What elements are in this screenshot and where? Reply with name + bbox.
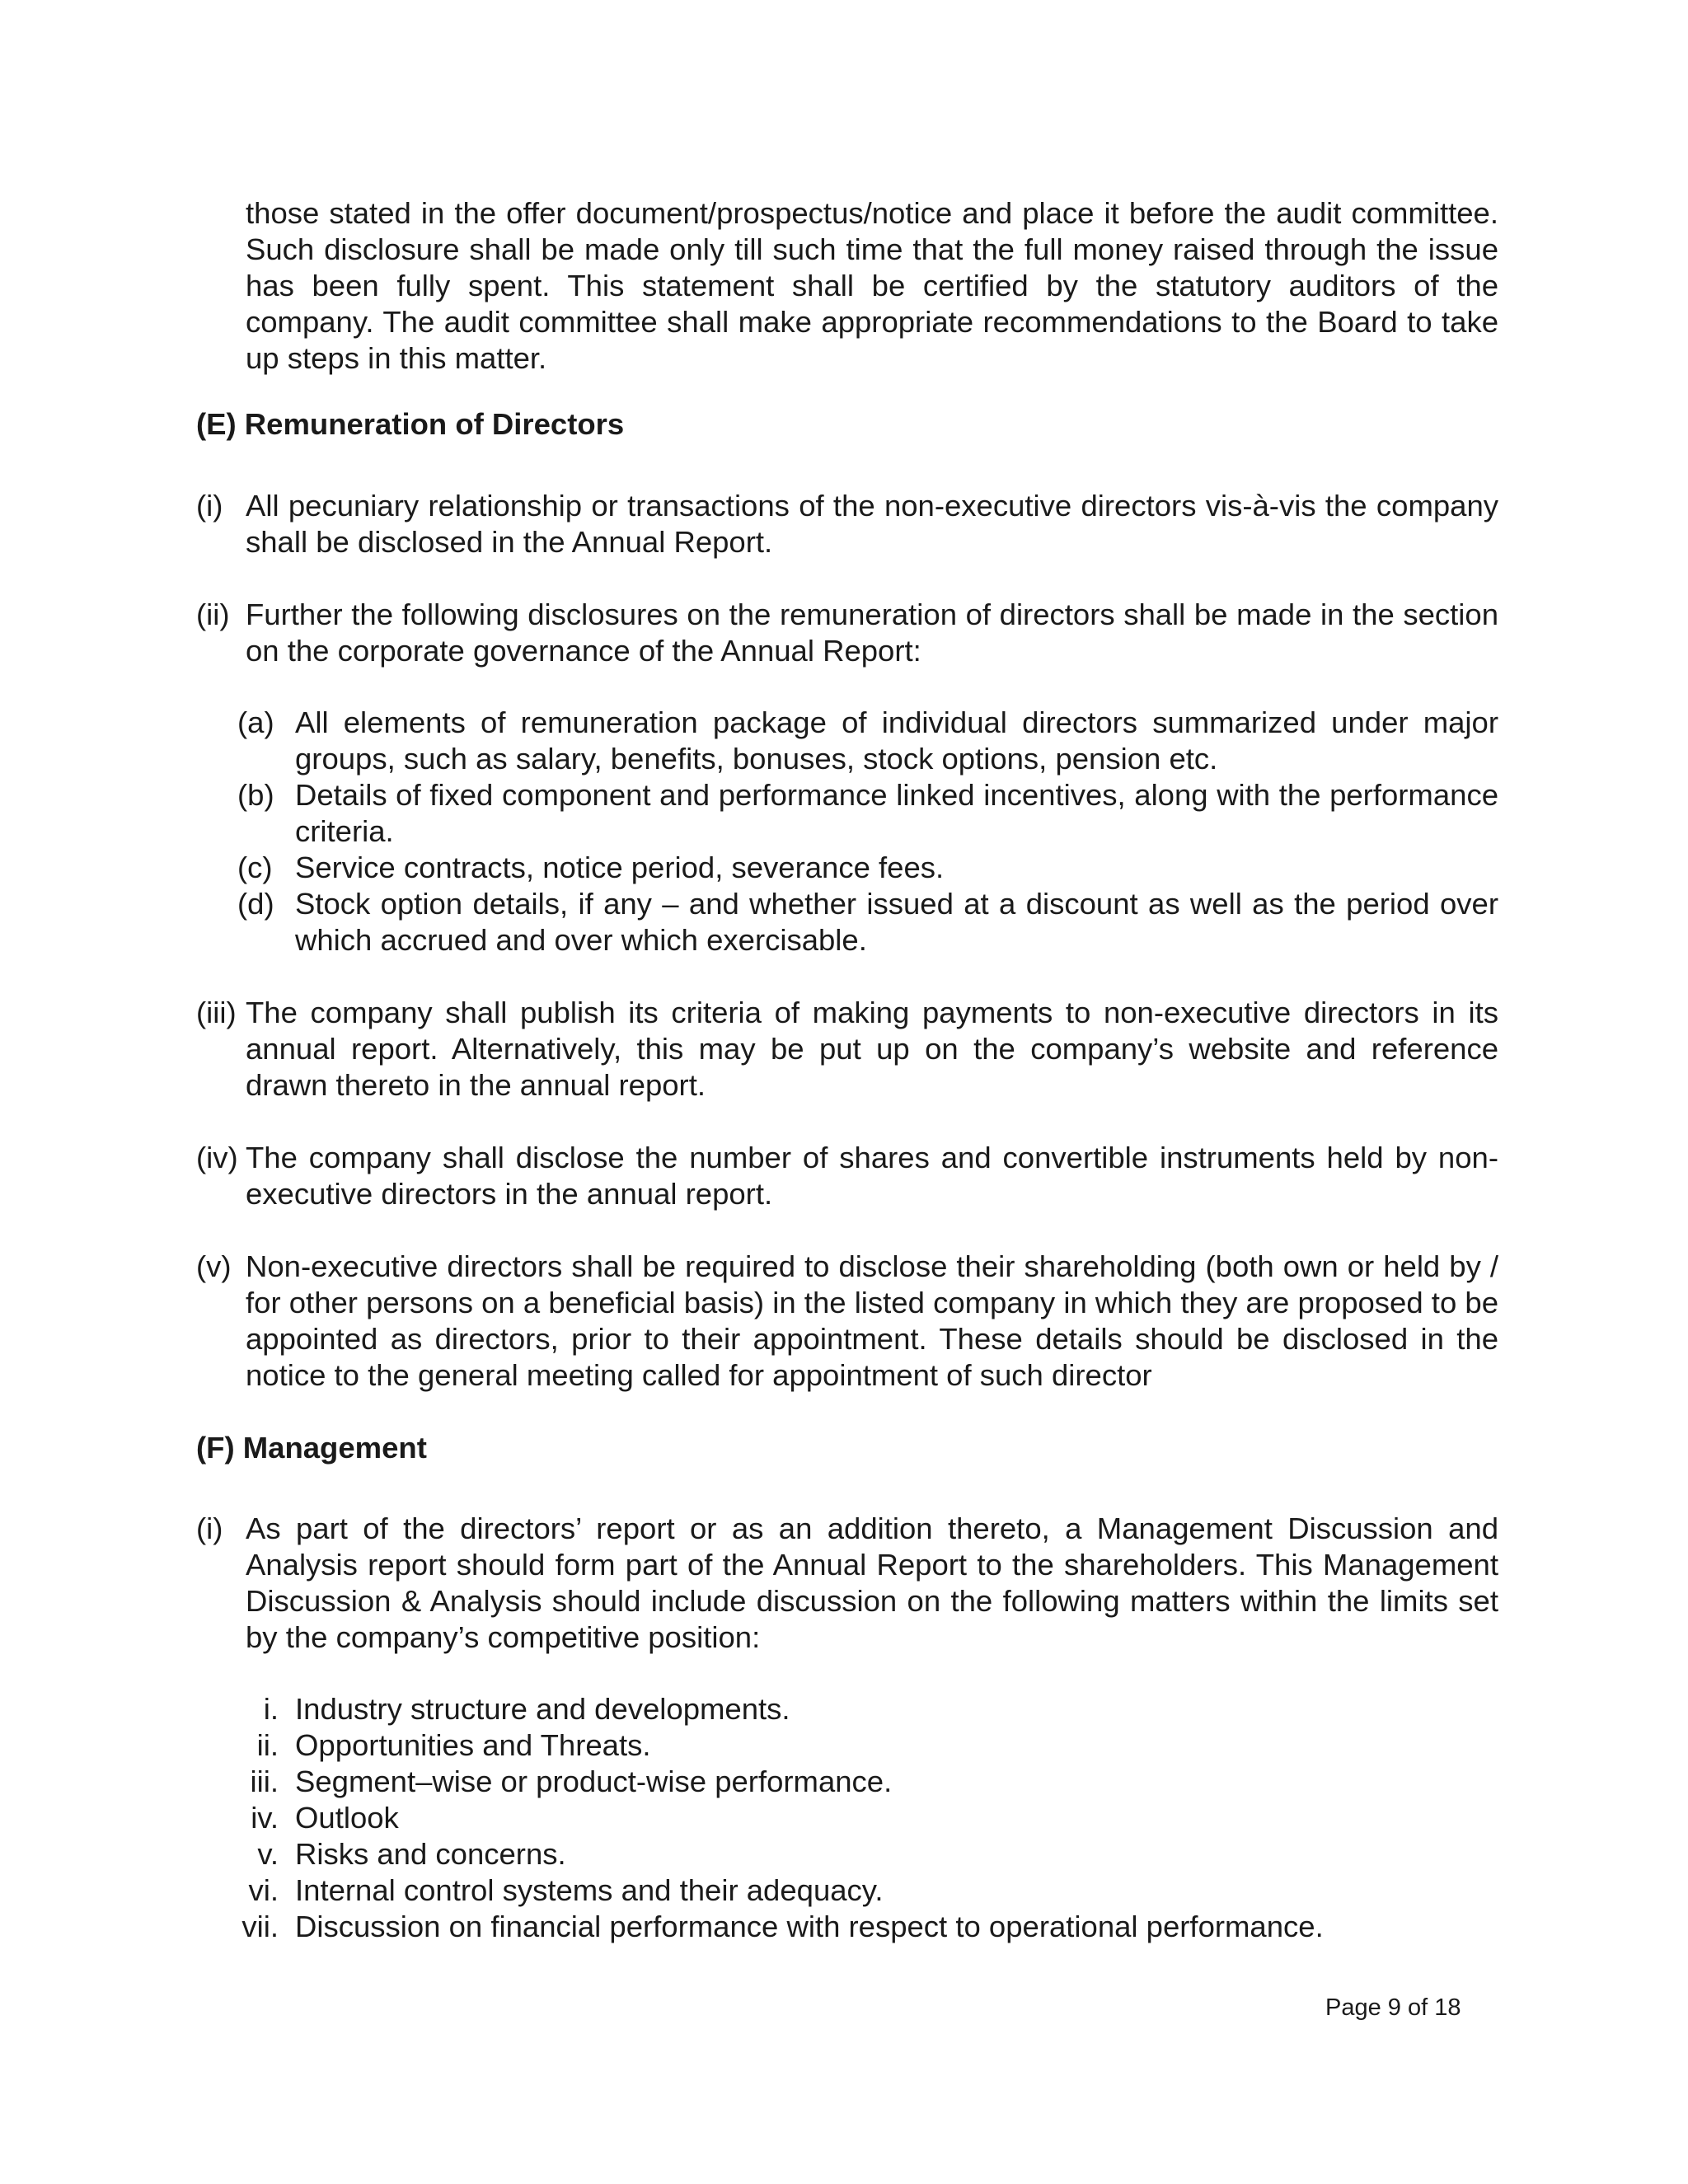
section-e-subitem-a (237, 705, 1498, 777)
list-item (237, 1727, 1498, 1764)
list-number: i. (263, 1692, 279, 1726)
item-number: (i) (196, 1511, 223, 1545)
list-number: v. (257, 1837, 279, 1871)
subitem-letter: (d) (237, 887, 274, 921)
section-e-heading: (E) Remuneration of Directors (196, 407, 625, 441)
item-number: (ii) (196, 598, 230, 631)
list-number: vii. (241, 1910, 279, 1943)
list-text: Internal control systems and their adequacy. (295, 1873, 884, 1907)
item-number: (iv) (196, 1141, 238, 1174)
subitem-text: Stock option details, if any – and whether issued at a discount as well as the period over which accrued and over which exercisable. (295, 887, 1498, 957)
section-e-item-v (196, 1249, 1498, 1394)
list-number: ii. (256, 1728, 279, 1762)
subitem-letter: (b) (237, 778, 274, 812)
subitem-text: All elements of remuneration package of individual directors summarized under major groups, such as salary, benefits, bonuses, stock options, pension etc. (295, 705, 1498, 776)
subitem-text: Service contracts, notice period, severance fees. (295, 851, 945, 884)
list-item (237, 1836, 1498, 1872)
section-f-item-i (196, 1511, 1498, 1656)
page-number: Page 9 of 18 (1325, 1994, 1461, 2021)
list-text: Outlook (295, 1801, 399, 1835)
subitem-text: Details of fixed component and performance linked incentives, along with the performance criteria. (295, 778, 1498, 848)
item-text: As part of the directors’ report or as an addition thereto, a Management Discussion and Analysis report should form part of the Annual Report to the shareholders. This Management Discussion & Analysis should include discussion on the following matters within the limits set by the company’s competitive position: (246, 1511, 1498, 1654)
section-e-item-i (196, 488, 1498, 560)
section-e-subitem-b (237, 777, 1498, 850)
item-text: Further the following disclosures on the remuneration of directors shall be made in the section on the corporate governance of the Annual Report: (246, 598, 1498, 668)
section-e-subitem-c (237, 850, 1498, 886)
list-text: Risks and concerns. (295, 1837, 566, 1871)
list-item (237, 1764, 1498, 1800)
list-text: Segment–wise or product-wise performance. (295, 1765, 893, 1798)
section-f-heading: (F) Management (196, 1431, 427, 1465)
intro-paragraph: those stated in the offer document/prospectus/notice and place it before the audit committee. Such disclosure shall be made only till such time that the full money raised through the issue has been fully spent. This statement shall be certified by the statutory auditors of the company. The audit committee shall make appropriate recommendations to the Board to take up steps in this matter. (246, 196, 1498, 375)
section-e-item-iii (196, 995, 1498, 1104)
item-number: (iii) (196, 996, 237, 1029)
list-number: iii. (250, 1765, 279, 1798)
item-text: Non-executive directors shall be required to disclose their shareholding (both own or held by / for other persons on a beneficial basis) in the listed company in which they are proposed to be appointed as directors, prior to their appointment. These details should be disclosed in the notice to the general meeting called for appointment of such director (246, 1249, 1498, 1392)
item-text: The company shall disclose the number of shares and convertible instruments held by non-executive directors in the annual report. (246, 1141, 1498, 1211)
section-e-item-ii (196, 597, 1498, 669)
list-text: Opportunities and Threats. (295, 1728, 651, 1762)
list-item (237, 1691, 1498, 1727)
list-number: vi. (248, 1873, 279, 1907)
list-item (237, 1800, 1498, 1836)
list-item (237, 1909, 1498, 1945)
item-text: The company shall publish its criteria of making payments to non-executive directors in its annual report. Alternatively, this may be put up on the company’s website and reference drawn thereto in the annual report. (246, 996, 1498, 1102)
item-text: All pecuniary relationship or transactions of the non-executive directors vis-à-vis the company shall be disclosed in the Annual Report. (246, 489, 1498, 559)
list-item (237, 1872, 1498, 1909)
section-e-item-iv (196, 1140, 1498, 1212)
list-text: Discussion on financial performance with respect to operational performance. (295, 1910, 1324, 1943)
subitem-letter: (c) (237, 851, 273, 884)
item-number: (v) (196, 1249, 232, 1283)
section-e-subitem-d (237, 886, 1498, 958)
item-number: (i) (196, 489, 223, 523)
list-text: Industry structure and developments. (295, 1692, 790, 1726)
subitem-letter: (a) (237, 705, 274, 739)
list-number: iv. (251, 1801, 279, 1835)
